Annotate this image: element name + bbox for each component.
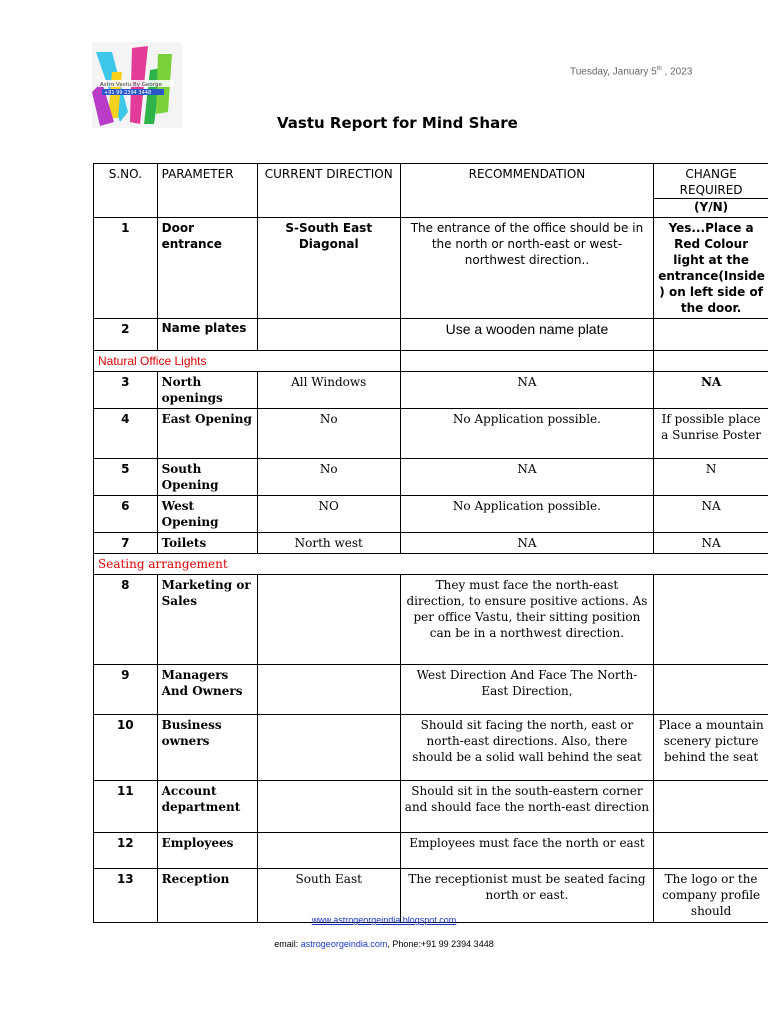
row-change (654, 833, 768, 869)
section-seating: Seating arrangement (94, 554, 768, 575)
row-direction: South East (257, 869, 400, 923)
row-parameter: Reception (157, 869, 257, 923)
row-sno: 7 (94, 533, 158, 554)
row-sno: 11 (94, 781, 158, 833)
row-recommendation: No Application possible. (400, 409, 654, 459)
row-sno: 6 (94, 496, 158, 533)
row-direction: North west (257, 533, 400, 554)
row-change: Place a mountain scenery picture behind the seat (654, 715, 768, 781)
blog-link[interactable]: www.astrogeorgeindia.blogspot.com (311, 915, 457, 925)
logo-phone: +91 99 2394 3448 (104, 90, 152, 96)
row-change (654, 665, 768, 715)
row-direction: All Windows (257, 372, 400, 409)
header-change: CHANGE REQUIRED (Y/N) (654, 164, 768, 218)
row-direction: NO (257, 496, 400, 533)
row-direction (257, 715, 400, 781)
section-row (94, 351, 768, 372)
vastu-table (93, 163, 768, 923)
row-recommendation: The receptionist must be seated facing north or east. (400, 869, 654, 923)
section-row (94, 554, 768, 575)
row-recommendation: Should sit facing the north, east or north-east directions. Also, there should be a solid wall behind the seat (400, 715, 654, 781)
row-sno: 3 (94, 372, 158, 409)
row-direction (257, 319, 400, 351)
header-parameter: PARAMETER (157, 164, 257, 218)
row-change: Yes...Place a Red Colour light at the entrance(Inside ) on left side of the door. (654, 218, 768, 319)
row-parameter: Toilets (157, 533, 257, 554)
table-row (94, 319, 768, 351)
row-parameter: North openings (157, 372, 257, 409)
table-row (94, 665, 768, 715)
row-recommendation: The entrance of the office should be in the north or north-east or west-northwest direction.. (400, 218, 654, 319)
row-sno: 9 (94, 665, 158, 715)
row-parameter: Account department (157, 781, 257, 833)
email-link[interactable]: astrogeorgeindia.com (300, 939, 388, 949)
table-row (94, 372, 768, 409)
row-parameter: South Opening (157, 459, 257, 496)
row-parameter: Employees (157, 833, 257, 869)
table-row (94, 409, 768, 459)
table-row (94, 575, 768, 665)
row-direction (257, 575, 400, 665)
row-parameter: Business owners (157, 715, 257, 781)
row-change: NA (654, 496, 768, 533)
row-parameter: Managers And Owners (157, 665, 257, 715)
row-change (654, 781, 768, 833)
row-sno: 8 (94, 575, 158, 665)
row-parameter: Marketing or Sales (157, 575, 257, 665)
row-direction (257, 665, 400, 715)
row-sno: 4 (94, 409, 158, 459)
section-natural-lights: Natural Office Lights (94, 351, 401, 372)
header-recommendation: RECOMMENDATION (400, 164, 654, 218)
row-direction: No (257, 409, 400, 459)
row-change (654, 575, 768, 665)
row-parameter: Name plates (157, 319, 257, 351)
row-change: The logo or the company profile should (654, 869, 768, 923)
row-recommendation: Use a wooden name plate (400, 319, 654, 351)
table-row (94, 715, 768, 781)
table-header (94, 164, 768, 218)
row-recommendation: They must face the north-east direction, to ensure positive actions. As per office Vastu, their sitting position can be in a northwest direction. (400, 575, 654, 665)
row-recommendation: NA (400, 372, 654, 409)
contact-line: email: astrogeorgeindia.com, Phone:+91 99 2394 3448 (274, 939, 494, 949)
row-sno: 2 (94, 319, 158, 351)
row-direction: S-South East Diagonal (257, 218, 400, 319)
row-direction: No (257, 459, 400, 496)
row-sno: 12 (94, 833, 158, 869)
row-recommendation: West Direction And Face The North-East Direction, (400, 665, 654, 715)
row-sno: 5 (94, 459, 158, 496)
page-title: Vastu Report for Mind Share (277, 114, 518, 132)
report-date: Tuesday, January 5th , 2023 (570, 66, 693, 78)
row-parameter: Door entrance (157, 218, 257, 319)
row-change (654, 319, 768, 351)
company-logo (92, 42, 182, 128)
row-recommendation: Employees must face the north or east (400, 833, 654, 869)
row-recommendation: No Application possible. (400, 496, 654, 533)
row-recommendation: NA (400, 533, 654, 554)
table-row (94, 496, 768, 533)
table-row (94, 459, 768, 496)
table-row (94, 833, 768, 869)
row-change: N (654, 459, 768, 496)
row-direction (257, 833, 400, 869)
row-sno: 13 (94, 869, 158, 923)
row-change: NA (654, 533, 768, 554)
table-row (94, 533, 768, 554)
row-sno: 1 (94, 218, 158, 319)
row-recommendation: Should sit in the south-eastern corner and should face the north-east direction (400, 781, 654, 833)
table-row (94, 218, 768, 319)
row-direction (257, 781, 400, 833)
header-direction: CURRENT DIRECTION (257, 164, 400, 218)
header-sno: S.NO. (94, 164, 158, 218)
row-change: NA (654, 372, 768, 409)
row-recommendation: NA (400, 459, 654, 496)
logo-text: Astro Vastu By George (100, 82, 162, 88)
row-parameter: West Opening (157, 496, 257, 533)
table-row (94, 781, 768, 833)
row-parameter: East Opening (157, 409, 257, 459)
row-sno: 10 (94, 715, 158, 781)
row-change: If possible place a Sunrise Poster (654, 409, 768, 459)
